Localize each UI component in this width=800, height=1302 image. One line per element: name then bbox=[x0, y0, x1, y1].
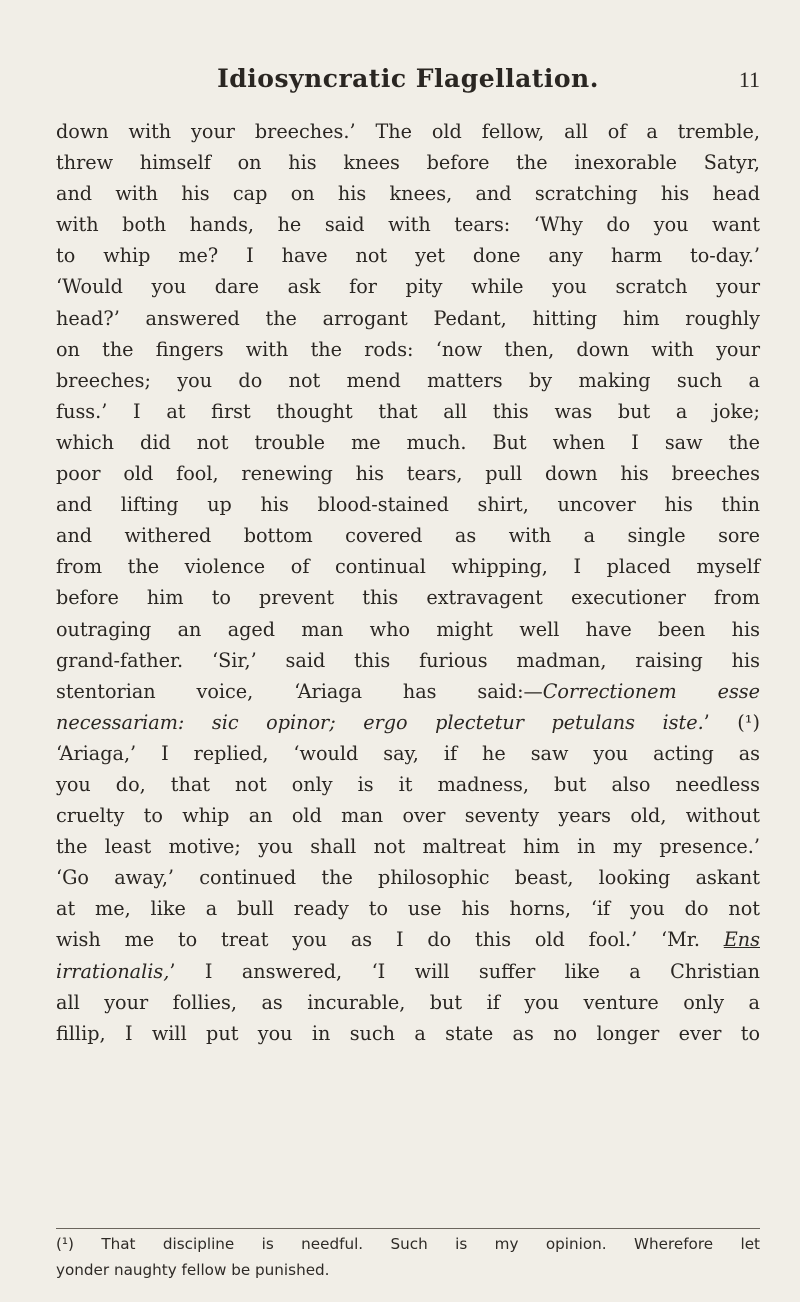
text-line: ‘Go away,’ continued the philosophic beast, looking askant bbox=[56, 866, 760, 890]
text-line: you do, that not only is it madness, but also needless bbox=[56, 772, 760, 796]
footnote-rule bbox=[56, 1228, 760, 1229]
latin-term: Ens bbox=[723, 928, 760, 952]
text-line: head?’ answered the arrogant Pedant, hitting him roughly bbox=[56, 306, 760, 330]
footnote-line: (¹) That discipline is needful. Such is my opinion. Wherefore let bbox=[56, 1235, 760, 1253]
text-line: on the fingers with the rods: ‘now then, down with your bbox=[56, 337, 760, 361]
text-line: outraging an aged man who might well have been his bbox=[56, 617, 760, 641]
text-line: fuss.’ I at first thought that all this was but a joke; bbox=[56, 399, 760, 423]
text-line: fillip, I will put you in such a state as no longer ever to bbox=[56, 1021, 760, 1045]
text-line: and withered bottom covered as with a single sore bbox=[56, 524, 760, 548]
text-line bbox=[56, 676, 760, 707]
text-line: breeches; you do not mend matters by making such a bbox=[56, 368, 760, 392]
text-line bbox=[56, 924, 760, 955]
text-line: and lifting up his blood-stained shirt, uncover his thin bbox=[56, 493, 760, 517]
text-segment: stentorian voice, ‘Ariaga has said:— bbox=[56, 679, 543, 703]
text-line: threw himself on his knees before the inexorable Satyr, bbox=[56, 151, 760, 175]
text-line: cruelty to whip an old man over seventy years old, without bbox=[56, 804, 760, 828]
text-line: poor old fool, renewing his tears, pull down his breeches bbox=[56, 462, 760, 486]
text-line: the least motive; you shall not maltreat him in my presence.’ bbox=[56, 835, 760, 859]
text-line: to whip me? I have not yet done any harm to-day.’ bbox=[56, 244, 760, 268]
page-header bbox=[56, 64, 760, 104]
text-line: ‘Ariaga,’ I replied, ‘would say, if he saw you acting as bbox=[56, 741, 760, 765]
text-line: ‘Would you dare ask for pity while you scratch your bbox=[56, 275, 760, 299]
page-number: 11 bbox=[738, 67, 760, 92]
text-segment: ’ I answered, ‘I will suffer like a Christian bbox=[169, 959, 760, 983]
text-line: grand-father. ‘Sir,’ said this furious madman, raising his bbox=[56, 648, 760, 672]
latin-term: irrationalis, bbox=[56, 959, 170, 983]
text-line: and with his cap on his knees, and scratching his head bbox=[56, 182, 760, 206]
footnote-marker: ’ (¹) bbox=[703, 710, 760, 734]
text-line: at me, like a bull ready to use his horns, ‘if you do not bbox=[56, 897, 760, 921]
text-line: down with your breeches.’ The old fellow, all of a tremble, bbox=[56, 120, 760, 143]
text-line: with both hands, he said with tears: ‘Why do you want bbox=[56, 213, 760, 237]
footnote-line: yonder naughty fellow be punished. bbox=[56, 1261, 330, 1279]
text-line bbox=[56, 707, 760, 738]
latin-quote: necessariam: sic opinor; ergo plectetur petulans iste. bbox=[56, 710, 704, 734]
text-line: which did not trouble me much. But when I saw the bbox=[56, 430, 760, 454]
latin-quote: Correctionem esse bbox=[542, 679, 760, 703]
text-line: before him to prevent this extravagent executioner from bbox=[56, 586, 760, 610]
text-line: from the violence of continual whipping, I placed myself bbox=[56, 555, 760, 579]
text-line: all your follies, as incurable, but if you venture only a bbox=[56, 990, 760, 1014]
text-segment: wish me to treat you as I do this old fool.’ ‘Mr. bbox=[56, 928, 700, 952]
text-line bbox=[56, 956, 760, 987]
body-text bbox=[56, 116, 760, 1049]
footnote bbox=[56, 1231, 760, 1283]
running-title: Idiosyncratic Flagellation. bbox=[217, 64, 599, 93]
